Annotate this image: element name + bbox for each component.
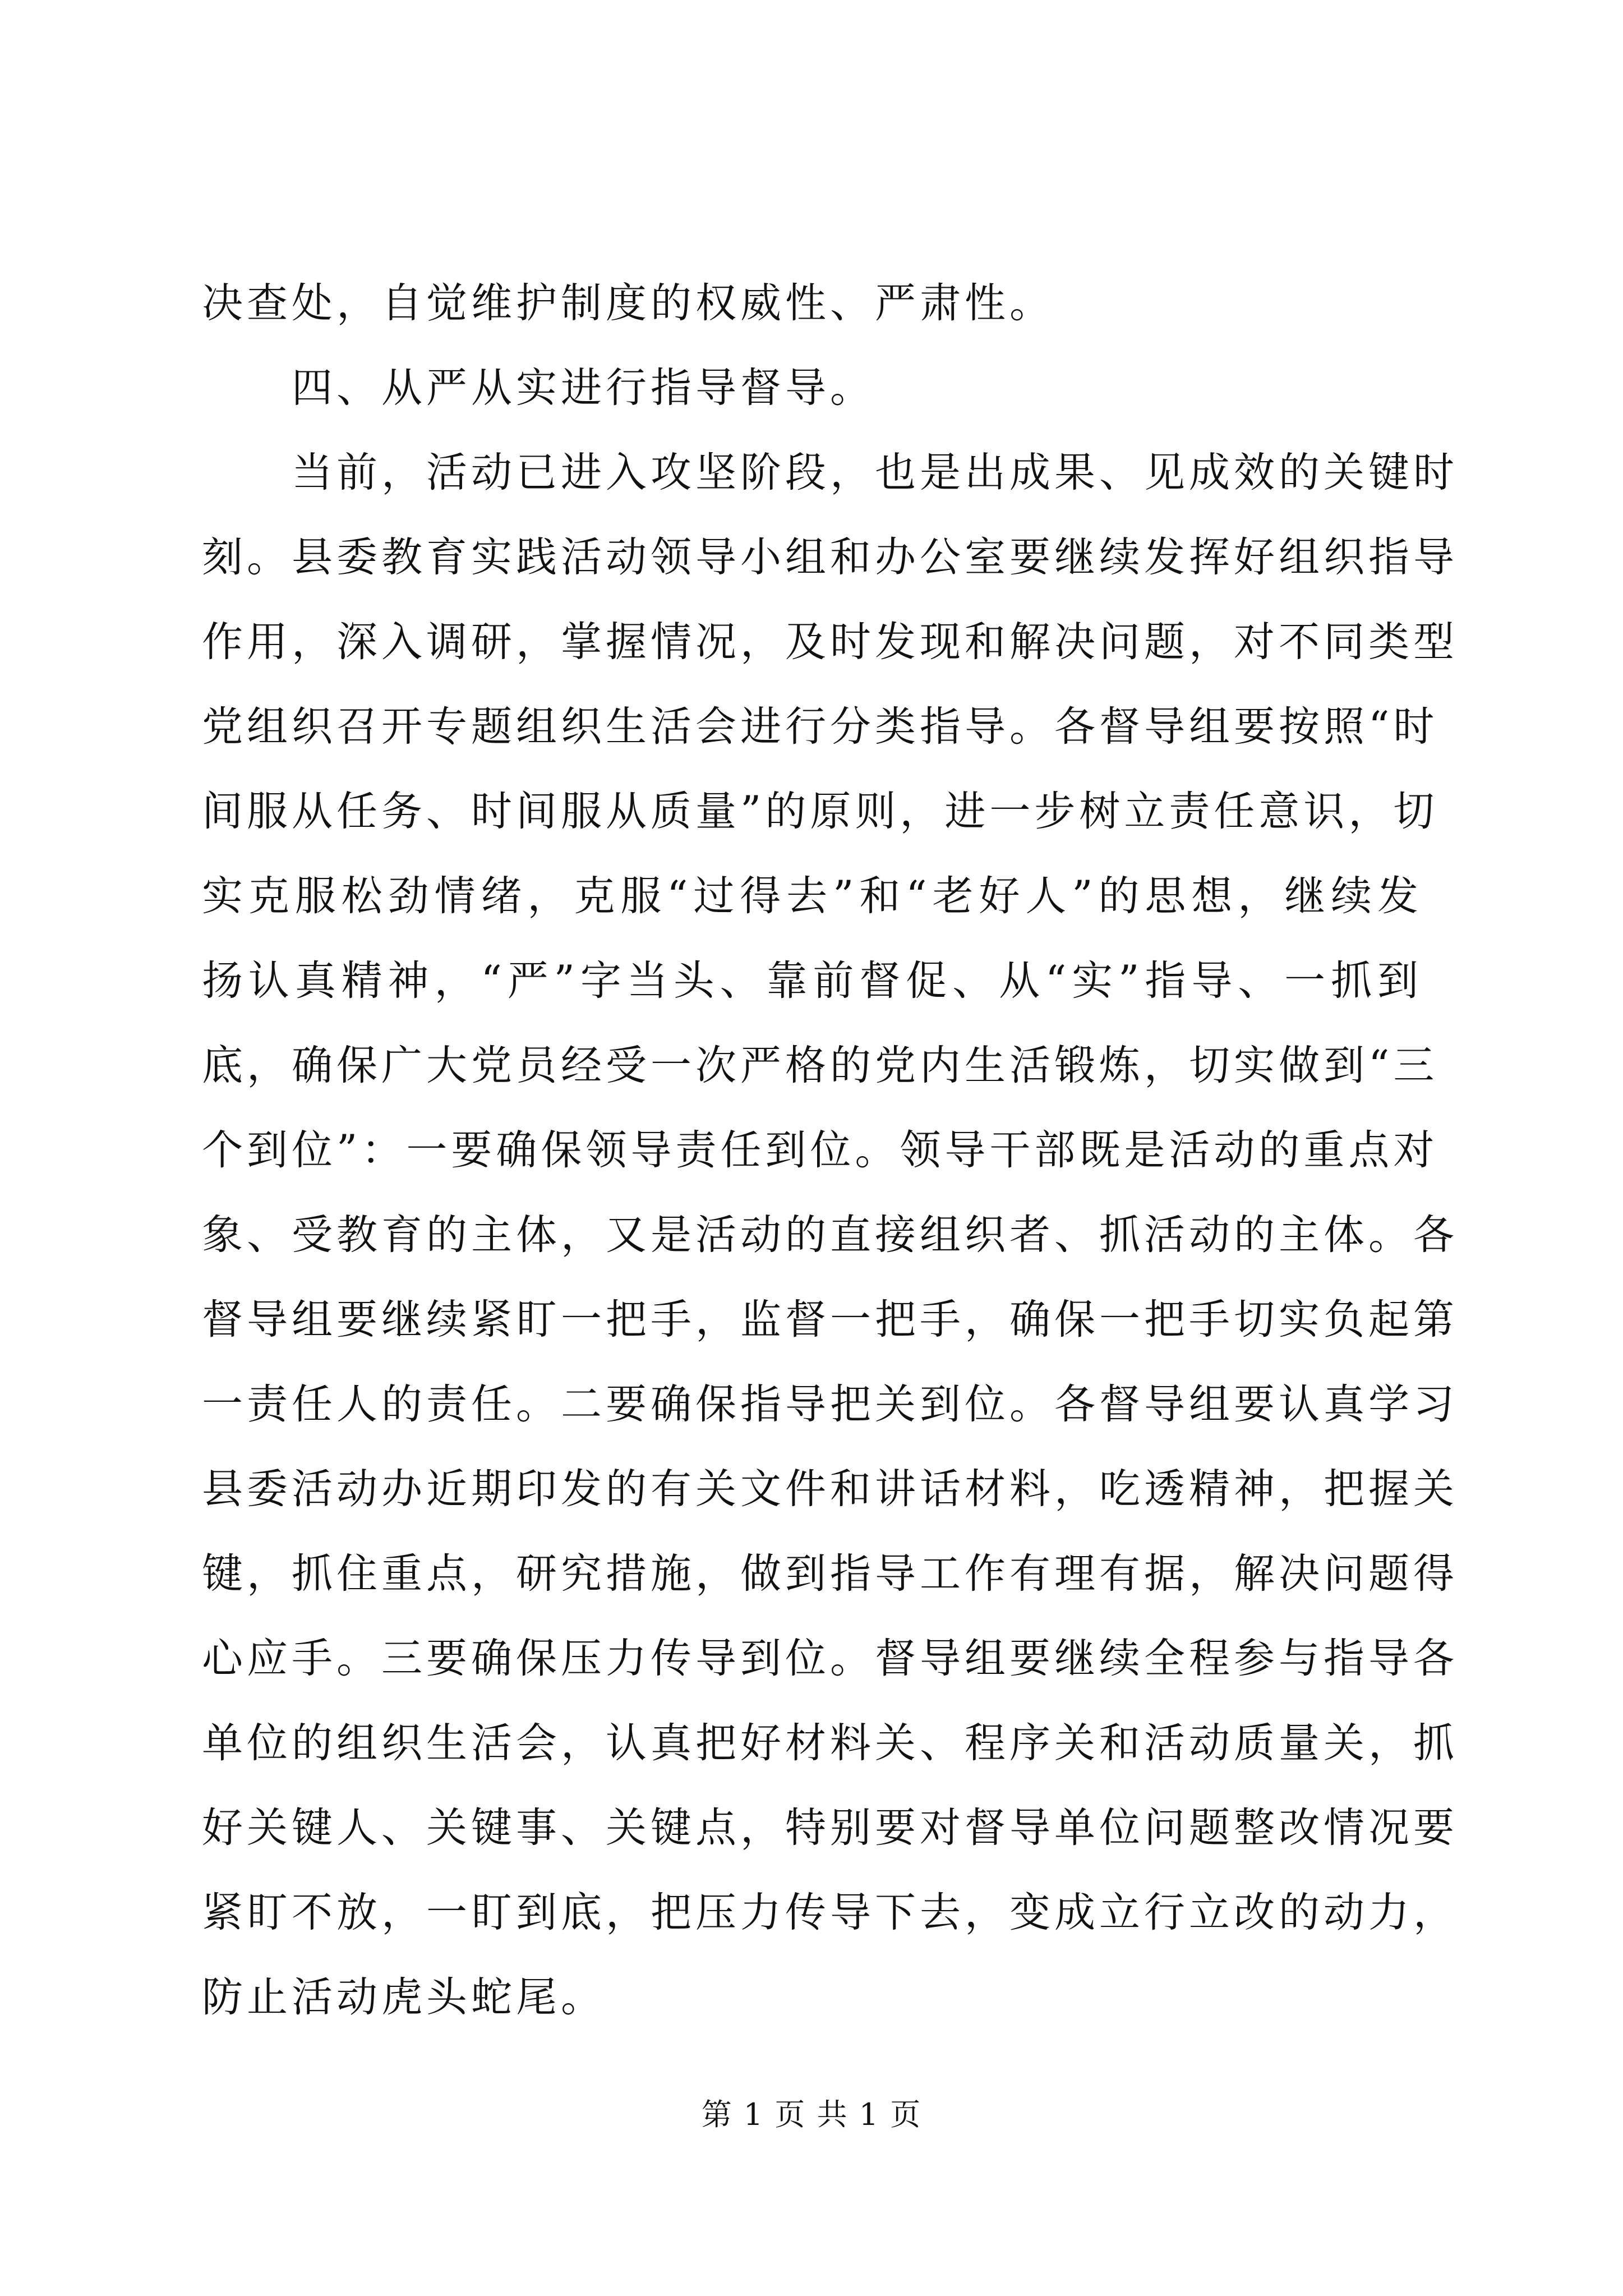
text-line: 一责任人的责任。二要确保指导把关到位。各督导组要认真学习 (202, 1381, 1458, 1428)
text-line: 底，确保广大党员经受一次严格的党内生活锻炼，切实做到“三 (202, 1042, 1438, 1089)
text-line: 实克服松劲情绪，克服“过得去”和“老好人”的思想，继续发 (202, 872, 1422, 920)
text-line: 扬认真精神，“严”字当头、靠前督促、从“实”指导、一抓到 (202, 957, 1422, 1005)
text-line: 键，抓住重点，研究措施，做到指导工作有理有据，解决问题得 (202, 1550, 1458, 1598)
page-number-footer: 第 1 页 共 1 页 (701, 2097, 922, 2132)
text-line: 县委活动办近期印发的有关文件和讲话材料，吃透精神，把握关 (202, 1465, 1458, 1513)
text-line: 刻。县委教育实践活动领导小组和办公室要继续发挥好组织指导 (202, 533, 1458, 581)
text-line: 象、受教育的主体，又是活动的直接组织者、抓活动的主体。各 (202, 1211, 1458, 1259)
text-line: 作用，深入调研，掌握情况，及时发现和解决问题，对不同类型 (202, 618, 1458, 666)
text-line: 单位的组织生活会，认真把好材料关、程序关和活动质量关，抓 (202, 1719, 1458, 1767)
text-line: 紧盯不放，一盯到底，把压力传导下去，变成立行立改的动力， (202, 1889, 1458, 1936)
text-line: 督导组要继续紧盯一把手，监督一把手，确保一把手切实负起第 (202, 1296, 1458, 1343)
paragraph-last-line: 防止活动虎头蛇尾。 (202, 1973, 606, 2021)
text-line: 个到位”：一要确保领导责任到位。领导干部既是活动的重点对 (202, 1126, 1438, 1174)
text-line: 心应手。三要确保压力传导到位。督导组要继续全程参与指导各 (202, 1635, 1458, 1682)
text-line: 间服从任务、时间服从质量”的原则，进一步树立责任意识，切 (202, 788, 1438, 835)
paragraph-first-line: 当前，活动已进入攻坚阶段，也是出成果、见成效的关键时 (292, 449, 1458, 496)
text-line: 决查处，自觉维护制度的权威性、严肃性。 (202, 279, 1054, 327)
text-line: 党组织召开专题组织生活会进行分类指导。各督导组要按照“时 (202, 703, 1438, 751)
body-text (202, 261, 1458, 2040)
section-heading: 四、从严从实进行指导督导。 (292, 364, 875, 412)
text-line: 好关键人、关键事、关键点，特别要对督导单位问题整改情况要 (202, 1804, 1458, 1852)
